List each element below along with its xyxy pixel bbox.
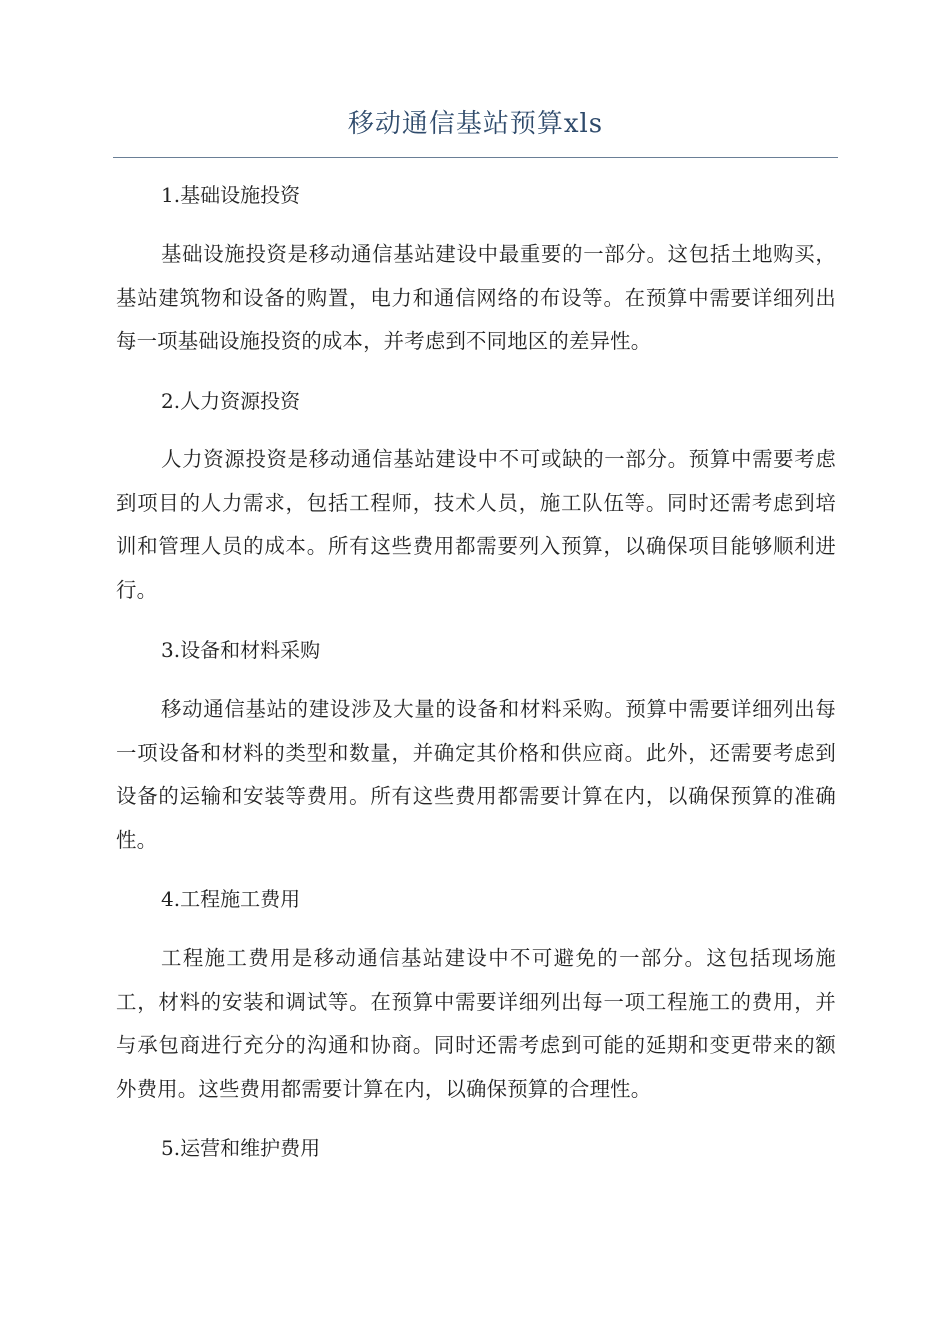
section-paragraph-1: 基础设施投资是移动通信基站建设中最重要的一部分。这包括土地购买，基站建筑物和设备的购置，电力和通信网络的布设等。在预算中需要详细列出每一项基础设施投资的成本，并考虑到不同地区的差异性。 xyxy=(116,242,836,353)
section-paragraph-2: 人力资源投资是移动通信基站建设中不可或缺的一部分。预算中需要考虑到项目的人力需求，包括工程师，技术人员，施工队伍等。同时还需考虑到培训和管理人员的成本。所有这些费用都需要列入预算，以确保项目能够顺利进行。 xyxy=(116,447,836,602)
section-heading-1: 1.基础设施投资 xyxy=(161,183,301,207)
section-heading-5: 5.运营和维护费用 xyxy=(161,1136,321,1160)
section-heading-4: 4.工程施工费用 xyxy=(161,887,301,911)
section-heading-3: 3.设备和材料采购 xyxy=(161,638,321,662)
section-paragraph-3: 移动通信基站的建设涉及大量的设备和材料采购。预算中需要详细列出每一项设备和材料的类型和数量，并确定其价格和供应商。此外，还需要考虑到设备的运输和安装等费用。所有这些费用都需要计算在内，以确保预算的准确性。 xyxy=(116,697,836,852)
section-paragraph-4: 工程施工费用是移动通信基站建设中不可避免的一部分。这包括现场施工，材料的安装和调试等。在预算中需要详细列出每一项工程施工的费用，并与承包商进行充分的沟通和协商。同时还需考虑到可能的延期和变更带来的额外费用。这些费用都需要计算在内，以确保预算的合理性。 xyxy=(116,946,836,1101)
section-heading-2: 2.人力资源投资 xyxy=(161,389,301,413)
document-title: 移动通信基站预算xls xyxy=(347,109,604,139)
title-divider xyxy=(113,157,838,158)
